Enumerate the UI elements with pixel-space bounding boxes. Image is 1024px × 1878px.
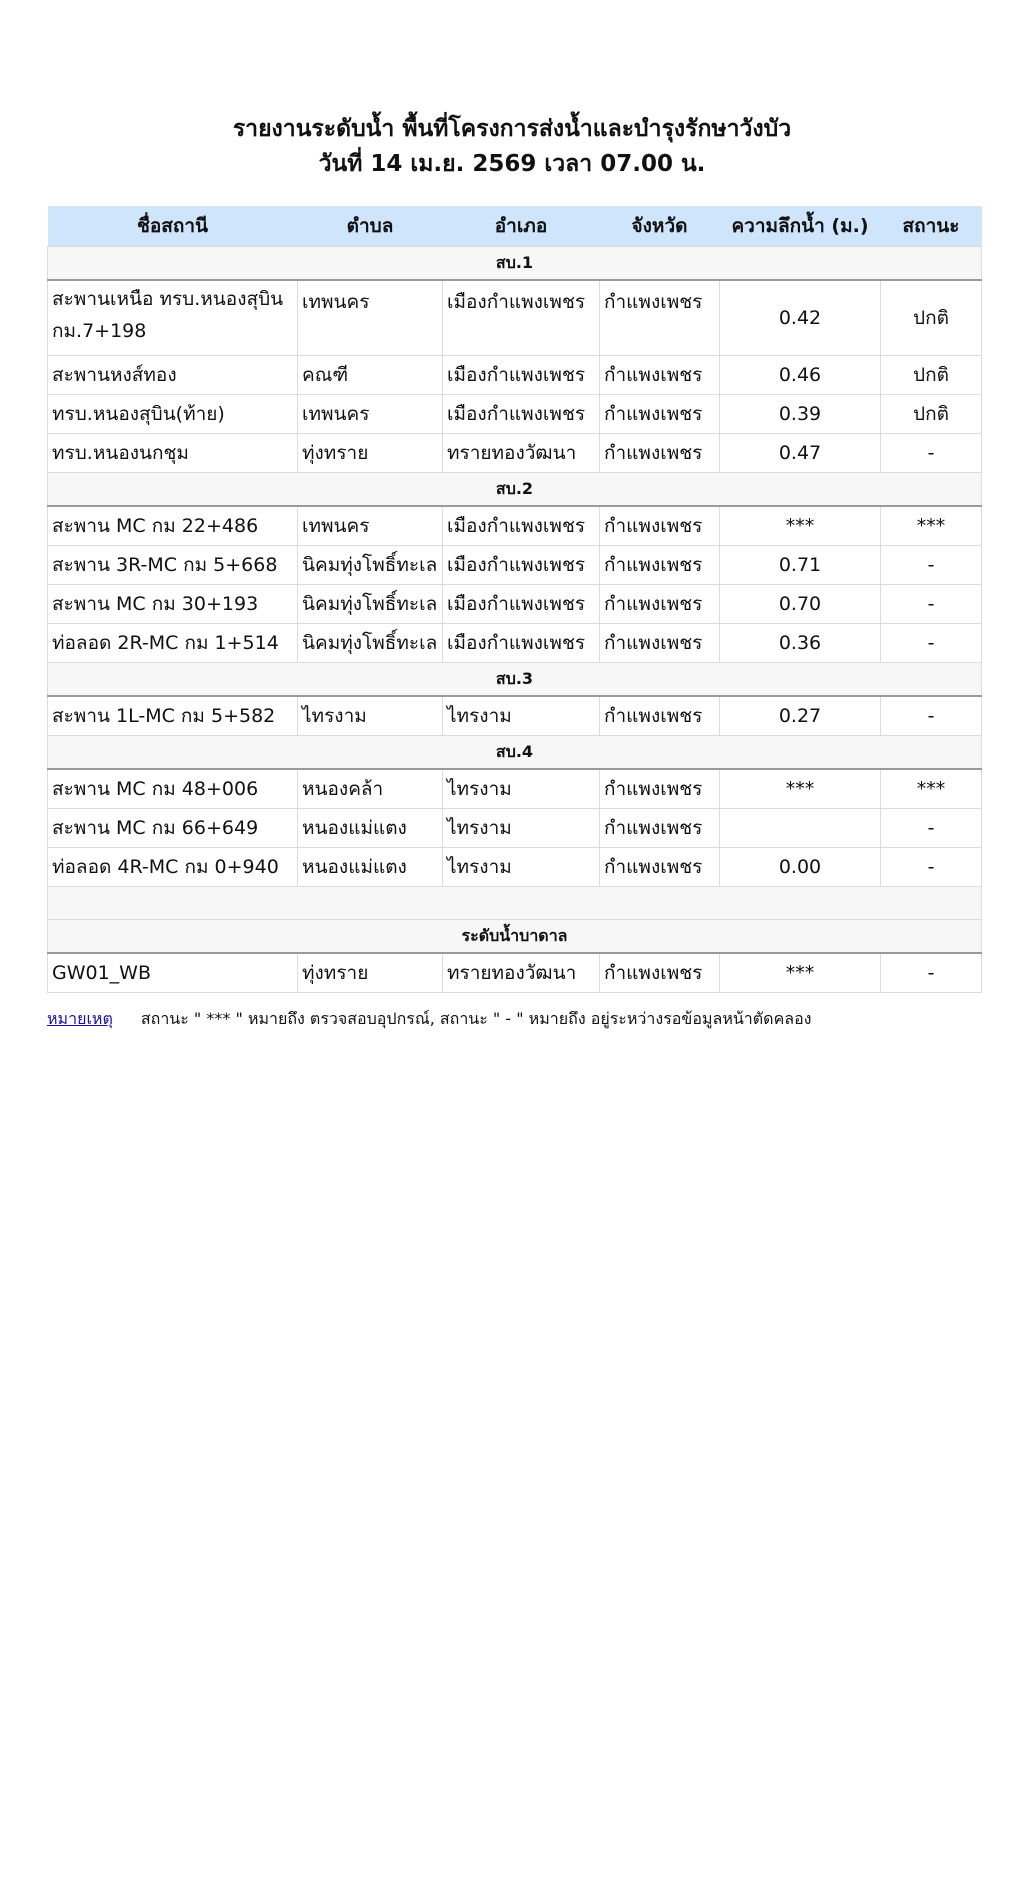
table-row [48, 585, 982, 624]
cell-station: สะพาน 1L-MC กม 5+582 [48, 696, 298, 736]
cell-depth: 0.27 [720, 696, 881, 736]
cell-station: ท่อลอด 2R-MC กม 1+514 [48, 624, 298, 663]
cell-station: สะพาน MC กม 48+006 [48, 769, 298, 809]
header-subdistrict: ตำบล [298, 206, 443, 247]
cell-depth: *** [720, 506, 881, 546]
cell-depth: 0.71 [720, 546, 881, 585]
cell-district: ทรายทองวัฒนา [443, 434, 600, 473]
cell-province: กำแพงเพชร [600, 280, 720, 356]
water-level-table [47, 206, 982, 993]
cell-district: ไทรงาม [443, 769, 600, 809]
cell-station: สะพาน MC กม 22+486 [48, 506, 298, 546]
note-link[interactable]: หมายเหตุ [47, 1009, 113, 1028]
cell-subdistrict: หนองแม่แตง [298, 848, 443, 887]
cell-station: สะพาน 3R-MC กม 5+668 [48, 546, 298, 585]
table-row [48, 953, 982, 993]
group-header-row [48, 247, 982, 281]
cell-status: ปกติ [881, 280, 982, 356]
table-row [48, 696, 982, 736]
cell-status: - [881, 696, 982, 736]
table-row [48, 809, 982, 848]
cell-status: ปกติ [881, 395, 982, 434]
cell-depth: 0.39 [720, 395, 881, 434]
group-label: สบ.3 [48, 663, 982, 697]
cell-province: กำแพงเพชร [600, 395, 720, 434]
header-status: สถานะ [881, 206, 982, 247]
cell-district: เมืองกำแพงเพชร [443, 624, 600, 663]
cell-subdistrict: เทพนคร [298, 395, 443, 434]
cell-depth: *** [720, 953, 881, 993]
cell-station: สะพาน MC กม 30+193 [48, 585, 298, 624]
cell-status: *** [881, 769, 982, 809]
cell-depth: 0.47 [720, 434, 881, 473]
cell-subdistrict: นิคมทุ่งโพธิ์ทะเล [298, 624, 443, 663]
cell-province: กำแพงเพชร [600, 953, 720, 993]
table-row [48, 356, 982, 395]
cell-status: - [881, 809, 982, 848]
cell-station: ทรบ.หนองสุบิน(ท้าย) [48, 395, 298, 434]
cell-status: - [881, 434, 982, 473]
table-header-row [48, 206, 982, 247]
cell-subdistrict: ทุ่งทราย [298, 953, 443, 993]
cell-subdistrict: เทพนคร [298, 506, 443, 546]
cell-subdistrict: นิคมทุ่งโพธิ์ทะเล [298, 546, 443, 585]
cell-depth: 0.42 [720, 280, 881, 356]
cell-subdistrict: ทุ่งทราย [298, 434, 443, 473]
cell-province: กำแพงเพชร [600, 696, 720, 736]
group-header-row [48, 473, 982, 507]
cell-depth: 0.46 [720, 356, 881, 395]
cell-province: กำแพงเพชร [600, 848, 720, 887]
group-header-row [48, 736, 982, 770]
cell-district: เมืองกำแพงเพชร [443, 356, 600, 395]
table-row [48, 546, 982, 585]
table-row [48, 506, 982, 546]
table-row [48, 395, 982, 434]
cell-district: เมืองกำแพงเพชร [443, 280, 600, 356]
cell-district: ไทรงาม [443, 696, 600, 736]
cell-status: *** [881, 506, 982, 546]
cell-province: กำแพงเพชร [600, 356, 720, 395]
cell-district: ไทรงาม [443, 848, 600, 887]
cell-status: - [881, 585, 982, 624]
cell-status: ปกติ [881, 356, 982, 395]
cell-depth: 0.70 [720, 585, 881, 624]
table-row [48, 769, 982, 809]
cell-subdistrict: เทพนคร [298, 280, 443, 356]
title-line-2: วันที่ 14 เม.ย. 2569 เวลา 07.00 น. [318, 151, 706, 177]
cell-subdistrict: นิคมทุ่งโพธิ์ทะเล [298, 585, 443, 624]
cell-depth [720, 809, 881, 848]
group-header-row [48, 920, 982, 954]
cell-status: - [881, 848, 982, 887]
note-text: สถานะ " *** " หมายถึง ตรวจสอบอุปกรณ์, สถานะ " - " หมายถึง อยู่ระหว่างรอข้อมูลหน้าตัดคลอง [140, 1009, 812, 1028]
cell-province: กำแพงเพชร [600, 769, 720, 809]
cell-district: ไทรงาม [443, 809, 600, 848]
cell-subdistrict: ไทรงาม [298, 696, 443, 736]
spacer-cell [48, 887, 982, 920]
cell-status: - [881, 953, 982, 993]
group-label: สบ.1 [48, 247, 982, 281]
header-station: ชื่อสถานี [48, 206, 298, 247]
cell-province: กำแพงเพชร [600, 546, 720, 585]
cell-district: เมืองกำแพงเพชร [443, 506, 600, 546]
cell-province: กำแพงเพชร [600, 624, 720, 663]
group-label: สบ.4 [48, 736, 982, 770]
header-province: จังหวัด [600, 206, 720, 247]
table-row [48, 434, 982, 473]
title-line-1: รายงานระดับน้ำ พื้นที่โครงการส่งน้ำและบำรุงรักษาวังบัว [232, 116, 792, 142]
header-depth: ความลึกน้ำ (ม.) [720, 206, 881, 247]
table-row [48, 848, 982, 887]
cell-status: - [881, 546, 982, 585]
table-row [48, 624, 982, 663]
cell-depth: *** [720, 769, 881, 809]
cell-district: ทรายทองวัฒนา [443, 953, 600, 993]
cell-depth: 0.00 [720, 848, 881, 887]
cell-district: เมืองกำแพงเพชร [443, 585, 600, 624]
footnote [47, 1007, 812, 1032]
group-label: สบ.2 [48, 473, 982, 507]
cell-station: ท่อลอด 4R-MC กม 0+940 [48, 848, 298, 887]
cell-depth: 0.36 [720, 624, 881, 663]
group-label: ระดับน้ำบาดาล [48, 920, 982, 954]
header-district: อำเภอ [443, 206, 600, 247]
cell-subdistrict: คณฑี [298, 356, 443, 395]
cell-status: - [881, 624, 982, 663]
report-title [0, 112, 1024, 182]
cell-station: สะพาน MC กม 66+649 [48, 809, 298, 848]
cell-subdistrict: หนองคล้า [298, 769, 443, 809]
cell-district: เมืองกำแพงเพชร [443, 395, 600, 434]
table-row [48, 280, 982, 356]
cell-station: สะพานเหนือ ทรบ.หนองสุบิน กม.7+198 [48, 280, 298, 356]
cell-province: กำแพงเพชร [600, 506, 720, 546]
cell-station: GW01_WB [48, 953, 298, 993]
cell-province: กำแพงเพชร [600, 585, 720, 624]
cell-station: สะพานหงส์ทอง [48, 356, 298, 395]
cell-station: ทรบ.หนองนกชุม [48, 434, 298, 473]
spacer-row [48, 887, 982, 920]
cell-district: เมืองกำแพงเพชร [443, 546, 600, 585]
cell-subdistrict: หนองแม่แตง [298, 809, 443, 848]
group-header-row [48, 663, 982, 697]
cell-province: กำแพงเพชร [600, 809, 720, 848]
cell-province: กำแพงเพชร [600, 434, 720, 473]
